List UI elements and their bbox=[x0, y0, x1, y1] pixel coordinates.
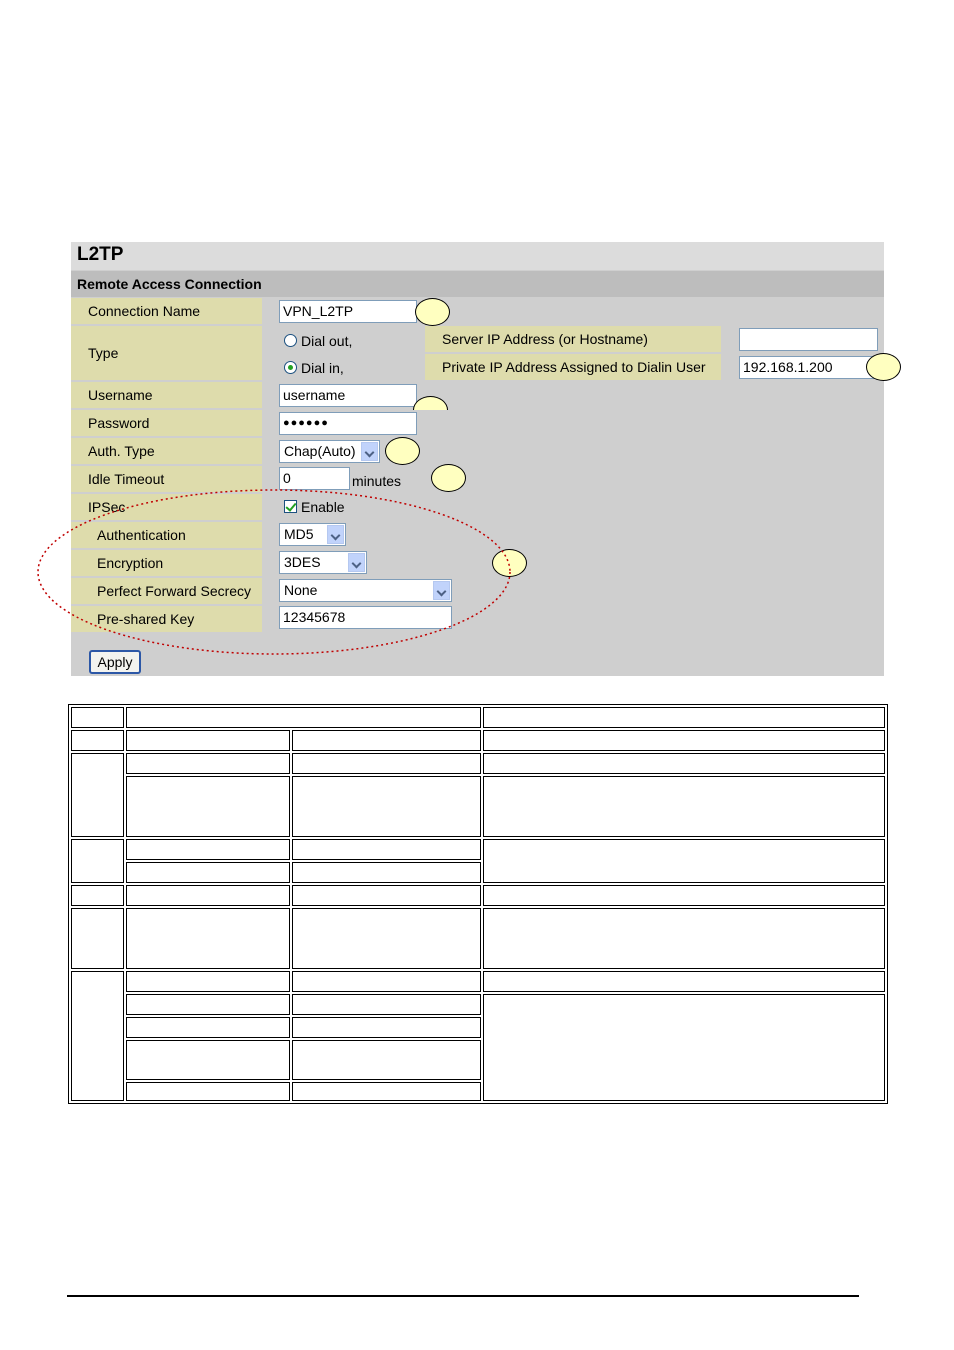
table-cell bbox=[126, 862, 290, 883]
ipsec-label: IPSec bbox=[71, 494, 262, 520]
panel-title: L2TP bbox=[77, 244, 124, 265]
table-cell bbox=[292, 753, 481, 774]
pfs-value: None bbox=[284, 582, 318, 598]
table-cell bbox=[292, 1040, 481, 1080]
ipsec-enable-label: Enable bbox=[301, 499, 345, 515]
table-cell bbox=[126, 730, 290, 751]
chevron-down-icon[interactable] bbox=[361, 442, 378, 461]
pfs-label: Perfect Forward Secrecy bbox=[71, 578, 262, 604]
callout-marker bbox=[866, 353, 901, 381]
callout-marker bbox=[415, 298, 450, 326]
password-input[interactable]: ●●●●●● bbox=[279, 412, 417, 435]
table-cell bbox=[126, 839, 290, 860]
table-cell bbox=[126, 971, 290, 992]
footer-rule bbox=[67, 1295, 859, 1297]
table-cell bbox=[292, 862, 481, 883]
table-cell bbox=[483, 994, 885, 1101]
table-cell bbox=[126, 753, 290, 774]
server-ip-input[interactable] bbox=[739, 328, 878, 351]
auth-type-label: Auth. Type bbox=[71, 438, 262, 464]
dial-in-label: Dial in, bbox=[301, 360, 344, 376]
table-cell bbox=[126, 1082, 290, 1101]
psk-input[interactable]: 12345678 bbox=[279, 606, 452, 629]
table-cell bbox=[71, 707, 124, 728]
connection-name-label: Connection Name bbox=[71, 298, 262, 324]
username-input[interactable]: username bbox=[279, 384, 417, 407]
table-cell bbox=[292, 885, 481, 906]
dial-out-radio[interactable] bbox=[284, 334, 297, 347]
auth-type-value: Chap(Auto) bbox=[284, 443, 356, 459]
table-cell bbox=[483, 753, 885, 774]
table-cell bbox=[292, 1082, 481, 1101]
table-cell bbox=[126, 707, 481, 728]
dotted-ellipse-annotation bbox=[36, 486, 516, 658]
table-cell bbox=[126, 776, 290, 837]
table-cell bbox=[483, 971, 885, 992]
username-label: Username bbox=[71, 382, 262, 408]
private-ip-input[interactable]: 192.168.1.200 bbox=[739, 356, 878, 379]
table-cell bbox=[292, 730, 481, 751]
table-cell bbox=[71, 971, 124, 1101]
table-cell bbox=[126, 994, 290, 1015]
table-cell bbox=[126, 885, 290, 906]
idle-timeout-unit: minutes bbox=[352, 473, 402, 489]
apply-button[interactable]: Apply bbox=[89, 650, 141, 674]
type-label: Type bbox=[71, 326, 262, 380]
psk-label: Pre-shared Key bbox=[71, 606, 262, 632]
private-ip-label: Private IP Address Assigned to Dialin User bbox=[425, 354, 721, 380]
section-header bbox=[71, 271, 884, 297]
table-cell bbox=[126, 1017, 290, 1038]
table-cell bbox=[292, 1017, 481, 1038]
password-label: Password bbox=[71, 410, 262, 436]
auth-type-select[interactable] bbox=[279, 440, 380, 463]
authentication-value: MD5 bbox=[284, 526, 314, 542]
server-ip-label: Server IP Address (or Hostname) bbox=[425, 326, 721, 352]
dial-out-label: Dial out, bbox=[301, 333, 353, 349]
table-cell bbox=[483, 776, 885, 837]
idle-timeout-label: Idle Timeout bbox=[71, 466, 262, 492]
table-cell bbox=[71, 753, 124, 837]
idle-timeout-input[interactable]: 0 bbox=[279, 467, 350, 490]
table-cell bbox=[292, 776, 481, 837]
connection-name-input[interactable]: VPN_L2TP bbox=[279, 300, 417, 323]
table-cell bbox=[126, 908, 290, 969]
table-cell bbox=[483, 908, 885, 969]
table-cell bbox=[483, 707, 885, 728]
section-title: Remote Access Connection bbox=[77, 276, 262, 292]
table-cell bbox=[71, 885, 124, 906]
table-cell bbox=[483, 730, 885, 751]
table-cell bbox=[292, 908, 481, 969]
table-cell bbox=[292, 971, 481, 992]
callout-marker bbox=[385, 437, 420, 465]
table-cell bbox=[292, 994, 481, 1015]
dial-in-radio[interactable] bbox=[284, 361, 297, 374]
table-cell bbox=[126, 1040, 290, 1080]
authentication-label: Authentication bbox=[71, 522, 262, 548]
encryption-label: Encryption bbox=[71, 550, 262, 576]
table-cell bbox=[483, 885, 885, 906]
encryption-value: 3DES bbox=[284, 554, 321, 570]
table-cell bbox=[71, 730, 124, 751]
panel-title-bar bbox=[71, 242, 884, 270]
table-cell bbox=[483, 839, 885, 883]
table-cell bbox=[71, 839, 124, 883]
description-table bbox=[68, 704, 888, 1104]
table-cell bbox=[71, 908, 124, 969]
table-cell bbox=[292, 839, 481, 860]
